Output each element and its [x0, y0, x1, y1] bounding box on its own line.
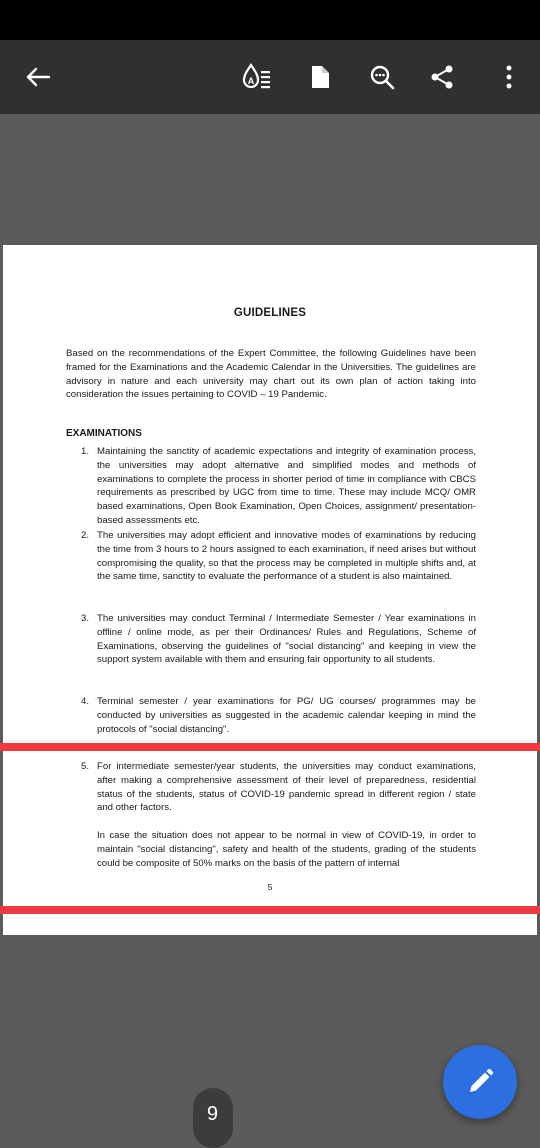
pdf-page	[3, 245, 537, 935]
list-item-number: 2.	[81, 530, 90, 541]
page-number: 5	[267, 882, 273, 892]
more-vert-icon	[506, 65, 512, 89]
list-item-number: 3.	[81, 613, 90, 624]
status-bar	[0, 0, 540, 40]
section-heading: EXAMINATIONS	[66, 428, 142, 439]
top-toolbar	[0, 40, 540, 114]
list-item	[81, 445, 476, 528]
list-item-text: Terminal semester / year examinations for PG/ UG courses/ programmes may be conducted by universities as suggested in the academic calendar keeping in mind the protocols of "social distancing".	[97, 696, 476, 735]
highlight-line-bottom	[0, 906, 540, 914]
reading-mode-icon	[240, 62, 272, 92]
list-item-text: Maintaining the sanctity of academic expectations and integrity of examination process, the universities may adopt alternative and simplified modes and methods of examinations to complete the process in shorter period of time in compliance with CBCS requirements as prescribed by UGC from time to time. These may include MCQ/ OMR based examinations, Open Book Examination, Open Choices, assignment/ presentation-based assessments etc.	[97, 446, 476, 526]
list-item-text: For intermediate semester/year students, the universities may conduct examinations, after making a comprehensive assessment of their level of preparedness, residential status of the students, status of COVID-19 pandemic spread in different region / state and other factors.	[97, 761, 476, 814]
back-button[interactable]	[16, 40, 60, 114]
page-indicator-value: 6	[207, 1101, 219, 1123]
pencil-icon	[465, 1067, 495, 1097]
search-button[interactable]	[362, 40, 402, 114]
document-title: GUIDELINES	[233, 307, 307, 319]
list-item	[81, 695, 476, 736]
arrow-left-icon	[25, 66, 51, 88]
edit-fab-button[interactable]	[443, 1045, 517, 1119]
list-item	[81, 529, 476, 584]
list-item	[81, 760, 476, 815]
list-item-number: 5.	[81, 761, 90, 772]
share-icon	[429, 64, 455, 90]
file-button[interactable]	[300, 40, 340, 114]
reading-mode-button[interactable]	[236, 40, 276, 114]
search-icon	[369, 64, 395, 90]
svg-text:A: A	[247, 76, 255, 86]
list-item-number: 1.	[81, 446, 90, 457]
intro-paragraph: Based on the recommendations of the Expert Committee, the following Guidelines have been framed for the Examinations and the Academic Calendar in the Universities. The guidelines are advisory in nature and each university may chart out its own plan of action taking into consideration the issues pertaining to COVID – 19 Pandemic.	[66, 348, 476, 401]
more-options-button[interactable]	[494, 40, 524, 114]
highlight-line-top	[0, 743, 540, 751]
page-indicator[interactable]	[193, 1088, 233, 1148]
list-item	[81, 612, 476, 667]
list-item-text: The universities may conduct Terminal / Intermediate Semester / Year examinations in offline / online mode, as per their Ordinances/ Rules and Regulations, Scheme of Examinations, observing the guidelines of "social distancing" and keeping in view the support system available with them and ensuring fair opportunity to all students.	[97, 613, 476, 666]
list-item-text: The universities may adopt efficient and innovative modes of examinations by reducing the time from 3 hours to 2 hours assigned to each examination, if need arises but without compromising the quality, so that the process may be completed in multiple shifts and, at the same time, sanctity to evaluate the performance of a student is also maintained.	[97, 530, 476, 583]
share-button[interactable]	[422, 40, 462, 114]
list-item-number: 4.	[81, 696, 90, 707]
continuation-paragraph: In case the situation does not appear to be normal in view of COVID-19, in order to maintain "social distancing", safety and health of the students, grading of the students could be composite of 50% marks on the basis of the pattern of internal	[97, 830, 476, 869]
file-icon	[310, 65, 330, 89]
